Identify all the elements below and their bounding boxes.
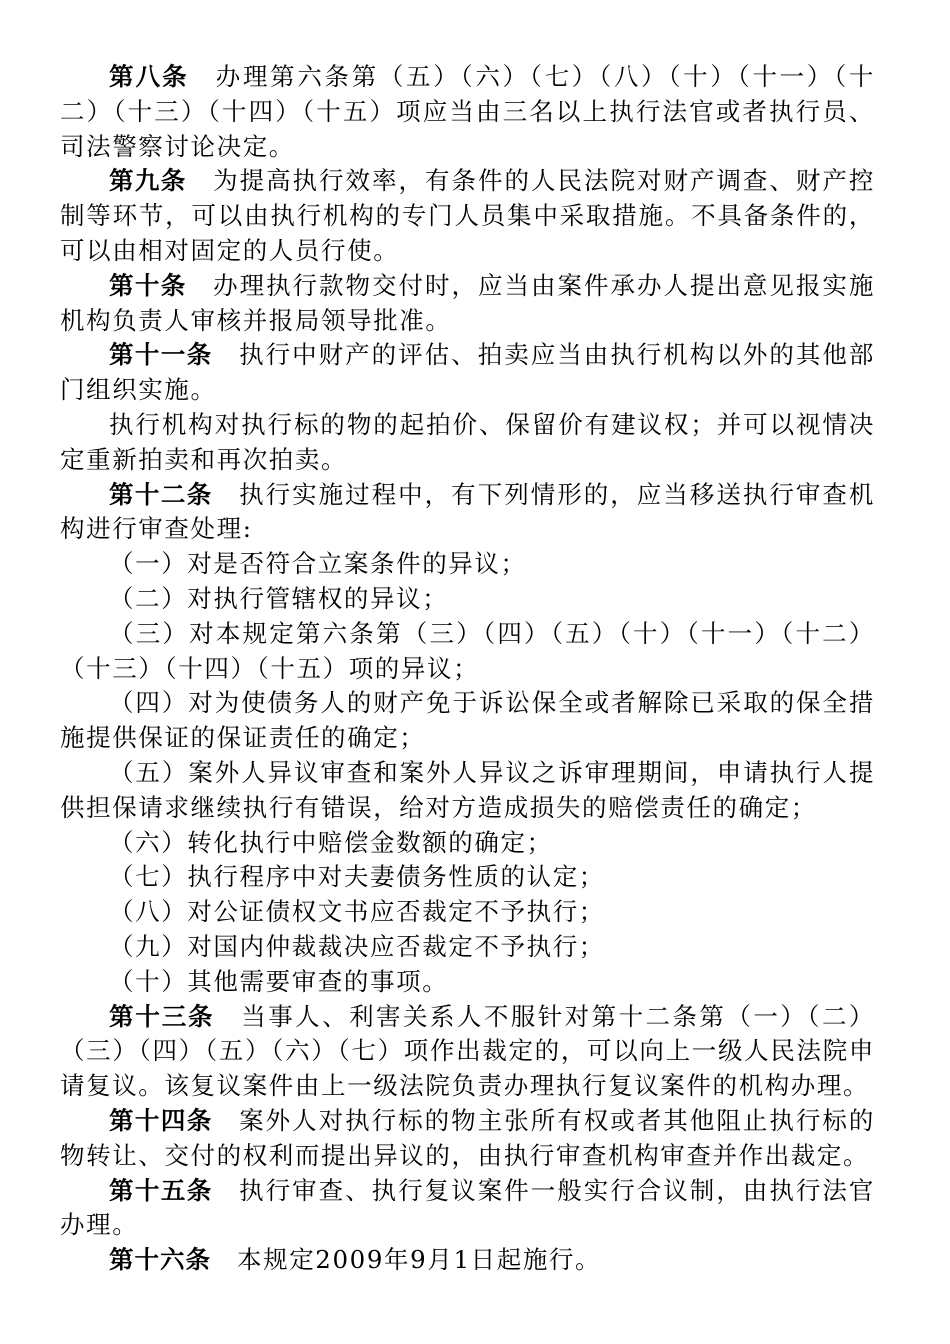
list-item-text: （五）案外人异议审查和案外人异议之诉审理期间，申请执行人提供担保请求继续执行有错误，给对方造成损失的赔偿责任的确定； — [60, 757, 875, 822]
article-13 — [60, 1000, 875, 1104]
list-item-text: （七）执行程序中对夫妻债务性质的认定； — [109, 862, 605, 892]
list-item-text: （九）对国内仲裁裁决应否裁定不予执行； — [109, 931, 605, 961]
list-item-text: （八）对公证债权文书应否裁定不予执行； — [109, 897, 605, 927]
article-label: 第八条 — [109, 62, 189, 91]
document-body — [60, 60, 875, 1278]
article-14 — [60, 1104, 875, 1174]
list-item-text: （六）转化执行中赔偿金数额的确定； — [109, 827, 553, 857]
article-9 — [60, 164, 875, 268]
list-item-text: （三）对本规定第六条第（三）（四）（五）（十）（十一）（十二）（十三）（十四）（十五）项的异议； — [60, 618, 875, 683]
list-item — [60, 860, 875, 895]
list-item-text: （四）对为使债务人的财产免于诉讼保全或者解除已采取的保全措施提供保证的保证责任的确定； — [60, 688, 875, 753]
list-item — [60, 547, 875, 582]
article-11-paragraph-2 — [60, 408, 875, 478]
list-item — [60, 686, 875, 756]
paragraph-text: 执行机构对执行标的物的起拍价、保留价有建议权；并可以视情决定重新拍卖和再次拍卖。 — [60, 409, 875, 474]
list-item-text: （一）对是否符合立案条件的异议； — [109, 549, 527, 579]
list-item — [60, 756, 875, 826]
article-label: 第十三条 — [109, 1001, 215, 1031]
article-label: 第十四条 — [109, 1105, 213, 1135]
article-label: 第十二条 — [109, 479, 213, 509]
article-15 — [60, 1174, 875, 1244]
list-item — [60, 617, 875, 687]
list-item — [60, 930, 875, 965]
list-item — [60, 895, 875, 930]
list-item — [60, 826, 875, 861]
article-text: 执行实施过程中，有下列情形的，应当移送执行审查机构进行审查处理: — [60, 479, 875, 544]
article-11 — [60, 338, 875, 408]
article-label: 第十一条 — [109, 340, 213, 370]
article-text: 当事人、利害关系人不服针对第十二条第（一）（二）（三）（四）（五）（六）（七）项作出裁定的，可以向上一级人民法院申请复议。该复议案件由上一级法院负责办理执行复议案件的机构办理。 — [60, 1001, 875, 1101]
article-label: 第十六条 — [109, 1245, 211, 1275]
article-label: 第十条 — [109, 270, 187, 300]
article-label: 第九条 — [109, 166, 187, 196]
article-text: 执行中财产的评估、拍卖应当由执行机构以外的其他部门组织实施。 — [60, 340, 875, 405]
article-text: 为提高执行效率，有条件的人民法院对财产调查、财产控制等环节，可以由执行机构的专门人员集中采取措施。不具备条件的，可以由相对固定的人员行使。 — [60, 166, 876, 265]
article-text: 办理执行款物交付时，应当由案件承办人提出意见报实施机构负责人审核并报局领导批准。 — [60, 270, 876, 335]
article-text: 执行审查、执行复议案件一般实行合议制，由执行法官办理。 — [60, 1175, 875, 1240]
article-text: 办理第六条第（五）（六）（七）（八）（十）（十一）（十二）（十三）（十四）（十五）项应当由三名以上执行法官或者执行员、司法警察讨论决定。 — [60, 62, 875, 161]
article-8 — [60, 60, 875, 164]
article-16 — [60, 1243, 875, 1278]
list-item — [60, 582, 875, 617]
article-text: 案外人对执行标的物主张所有权或者其他阻止执行标的物转让、交付的权利而提出异议的，由执行审查机构审查并作出裁定。 — [60, 1105, 875, 1170]
article-10 — [60, 269, 875, 339]
list-item-text: （二）对执行管辖权的异议； — [109, 583, 449, 613]
article-text: 本规定2009年9月1日起施行。 — [237, 1245, 602, 1275]
article-12 — [60, 478, 875, 548]
list-item-text: （十）其他需要审查的事项。 — [109, 966, 449, 996]
article-label: 第十五条 — [109, 1175, 213, 1205]
list-item — [60, 965, 875, 1000]
